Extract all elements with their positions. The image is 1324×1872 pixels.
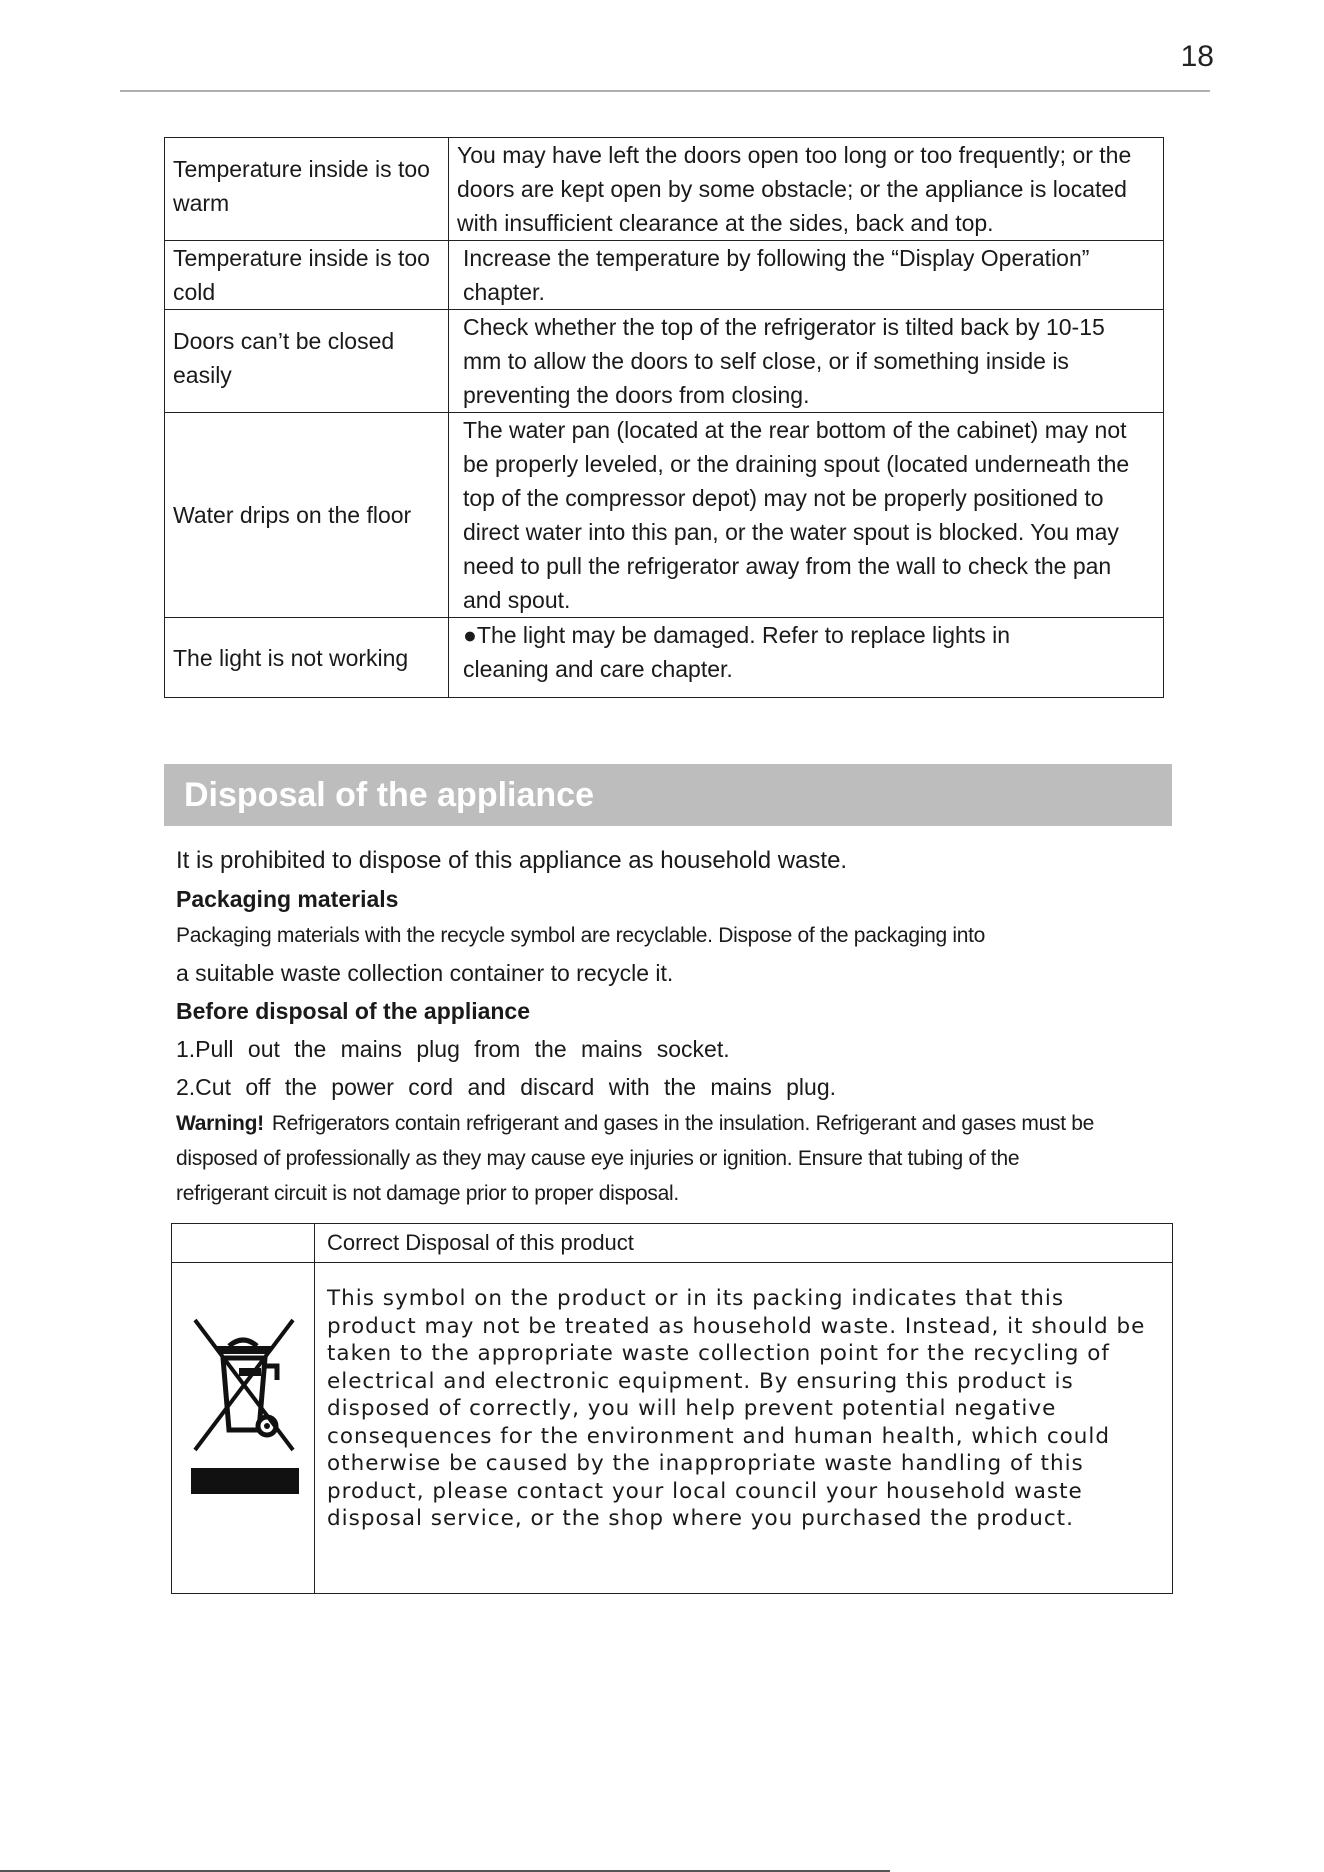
page-number: 18 [1180, 40, 1214, 73]
problem-cell: Water drips on the floor [165, 413, 449, 618]
table-row [172, 1224, 1173, 1263]
solution-cell: ●The light may be damaged. Refer to replace lights in cleaning and care chapter. [449, 618, 1164, 698]
table-row [165, 310, 1164, 413]
problem-cell: Temperature inside is too cold [165, 241, 449, 310]
solution-cell: Check whether the top of the refrigerator is tilted back by 10-15 mm to allow the doors to self close, or if something inside is preventing the doors from closing. [449, 310, 1164, 413]
table-row [165, 413, 1164, 618]
weee-title: Correct Disposal of this product [315, 1224, 1173, 1263]
warning-text: Refrigerators contain refrigerant and gases in the insulation. Refrigerant and gases must be disposed of professionally as they may cause eye injuries or ignition. Ensure that tubing of the refrigerant circuit is not damage prior to proper disposal. [176, 1112, 1095, 1205]
section-header [164, 764, 1172, 826]
problem-cell: Temperature inside is too warm [165, 138, 449, 241]
solution-cell: The water pan (located at the rear bottom of the cabinet) may not be properly leveled, or the draining spout (located underneath the top of the compressor depot) may not be properly positioned to direct water into this pan, or the water spout is blocked. You may need to pull the refrigerator away from the wall to check the pan and spout. [449, 413, 1164, 618]
packaging-text: a suitable waste collection container to recycle it. [176, 960, 674, 986]
weee-table [171, 1223, 1173, 1594]
warning-label: Warning! [176, 1112, 264, 1135]
packaging-heading: Packaging materials [176, 886, 399, 912]
problem-cell: The light is not working [165, 618, 449, 698]
before-disposal-heading: Before disposal of the appliance [176, 998, 531, 1024]
solution-cell: You may have left the doors open too long or too frequently; or the doors are kept open by some obstacle; or the appliance is located with insufficient clearance at the sides, back and top. [449, 138, 1164, 241]
intro-text: It is prohibited to dispose of this appliance as household waste. [176, 847, 848, 874]
table-row [165, 618, 1164, 698]
packaging-text: Packaging materials with the recycle symbol are recyclable. Dispose of the packaging into [176, 924, 986, 947]
icon-cell [172, 1263, 315, 1594]
warning-paragraph [176, 1106, 1096, 1211]
empty-cell [172, 1224, 315, 1263]
crossed-out-wheelie-bin-icon [187, 1304, 299, 1494]
troubleshooting-table [164, 137, 1164, 698]
weee-body-text: This symbol on the product or in its packing indicates that this product may not be treated as household waste. Instead, it should be taken to the appropriate waste collection point for the recycling of electrical and electronic equipment. By ensuring this product is disposed of correctly, you will help prevent potential negative consequences for the environment and human health, which could otherwise be caused by the inappropriate waste handling of this product, please contact your local council your household waste disposal service, or the shop where you purchased the product. [315, 1263, 1173, 1594]
table-row [165, 138, 1164, 241]
header-rule [120, 90, 1210, 92]
step-item: 2.Cut off the power cord and discard with the mains plug. [176, 1074, 837, 1100]
table-row [165, 241, 1164, 310]
problem-cell: Doors can’t be closed easily [165, 310, 449, 413]
table-row [172, 1263, 1173, 1594]
disposal-text [176, 842, 1176, 1211]
solution-cell: Increase the temperature by following the “Display Operation” chapter. [449, 241, 1164, 310]
step-item: 1.Pull out the mains plug from the mains socket. [176, 1036, 730, 1062]
section-title: Disposal of the appliance [184, 775, 594, 814]
